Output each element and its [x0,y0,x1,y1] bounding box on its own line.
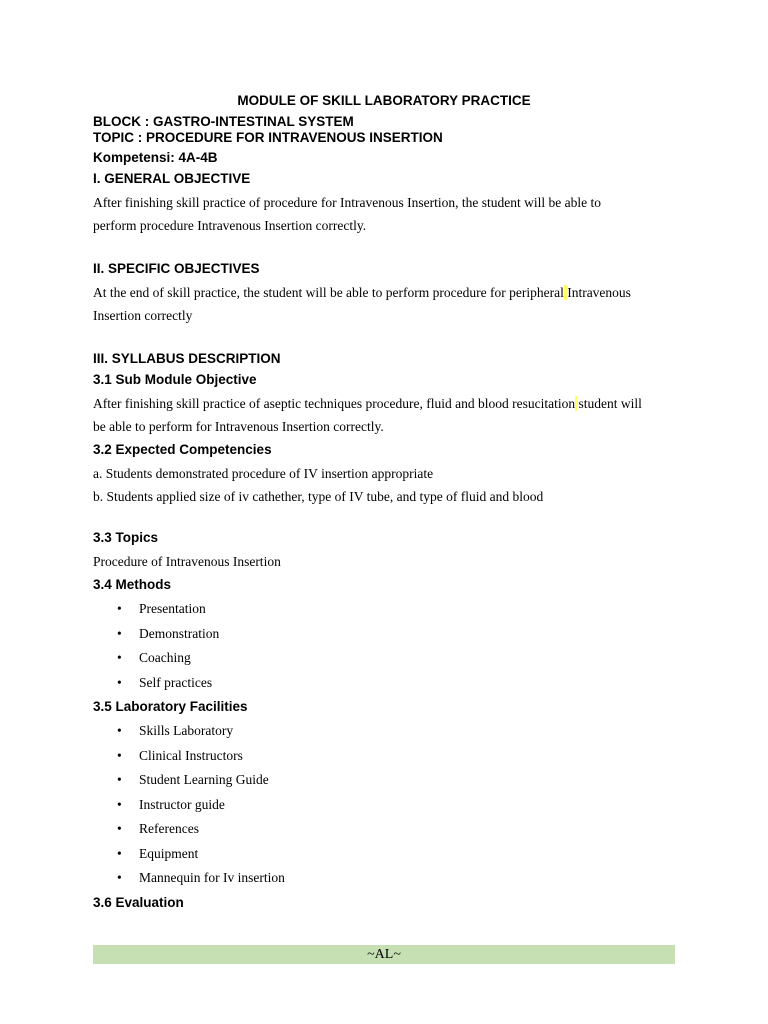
list-item-label: Instructor guide [139,796,225,812]
list-item [93,719,675,744]
list-item-label: Coaching [139,650,191,665]
bullet-icon: • [117,845,122,861]
list-item [93,842,675,867]
list-item [93,622,675,647]
facilities-list [93,719,675,891]
general-objective-line: After finishing skill practice of procedure for Intravenous Insertion, the student will be able to [93,195,601,210]
list-item [93,793,675,818]
list-item-label: References [139,821,199,836]
list-item-label: Mannequin for Iv insertion [139,870,285,885]
list-item [93,817,675,842]
document-page [93,92,675,915]
list-item [93,744,675,769]
sub-module-line: be able to perform for Intravenous Insertion correctly. [93,419,384,434]
list-item [93,866,675,891]
topics-heading: 3.3 Topics [93,530,159,545]
list-item-label: Demonstration [139,625,220,641]
sub-module-line [93,392,675,415]
bullet-icon: • [117,870,122,885]
bullet-icon: • [117,625,122,641]
text-segment: After finishing skill practice of aseptic techniques procedure, fluid and blood resucitation [93,396,576,411]
document-title: MODULE OF SKILL LABORATORY PRACTICE [237,93,531,108]
bullet-icon: • [117,747,122,763]
bullet-icon: • [117,772,122,787]
list-item [93,768,675,793]
list-item [93,671,675,696]
general-objective-line: perform procedure Intravenous Insertion correctly. [93,218,367,233]
facilities-heading: 3.5 Laboratory Facilities [93,699,248,714]
specific-objectives-heading: II. SPECIFIC OBJECTIVES [93,261,260,276]
general-objective-heading: I. GENERAL OBJECTIVE [93,171,251,186]
list-item-label: Self practices [139,674,213,690]
bullet-icon: • [117,821,122,836]
list-item [93,646,675,671]
list-item-label: Equipment [139,845,199,861]
methods-list [93,597,675,695]
sub-module-heading: 3.1 Sub Module Objective [93,372,257,387]
competencies-heading: 3.2 Expected Competencies [93,442,272,457]
page-footer: ~AL~ [93,945,675,964]
bullet-icon: • [117,601,122,616]
topic-line: TOPIC : PROCEDURE FOR INTRAVENOUS INSERTION [93,130,443,145]
bullet-icon: • [117,796,122,812]
competency-item: a. Students demonstrated procedure of IV insertion appropriate [93,466,434,481]
list-item-label: Clinical Instructors [139,747,243,763]
syllabus-heading: III. SYLLABUS DESCRIPTION [93,351,281,366]
methods-heading: 3.4 Methods [93,577,172,592]
text-segment: Intravenous [567,285,631,300]
specific-objectives-line: Insertion correctly [93,308,193,323]
bullet-icon: • [117,674,122,690]
topics-text: Procedure of Intravenous Insertion [93,554,281,569]
list-item [93,597,675,622]
text-segment: At the end of skill practice, the student will be able to perform procedure for peripheral [93,285,564,300]
bullet-icon: • [117,650,122,665]
list-item-label: Skills Laboratory [139,723,234,738]
list-item-label: Presentation [139,601,206,616]
block-line: BLOCK : GASTRO-INTESTINAL SYSTEM [93,114,354,129]
bullet-icon: • [117,723,122,738]
competency-item: b. Students applied size of iv cathether, type of IV tube, and type of fluid and blood [93,489,544,504]
kompetensi-line: Kompetensi: 4A-4B [93,150,218,165]
evaluation-heading: 3.6 Evaluation [93,894,184,910]
text-segment: student will [578,396,642,411]
specific-objectives-line [93,281,675,304]
list-item-label: Student Learning Guide [139,772,269,787]
